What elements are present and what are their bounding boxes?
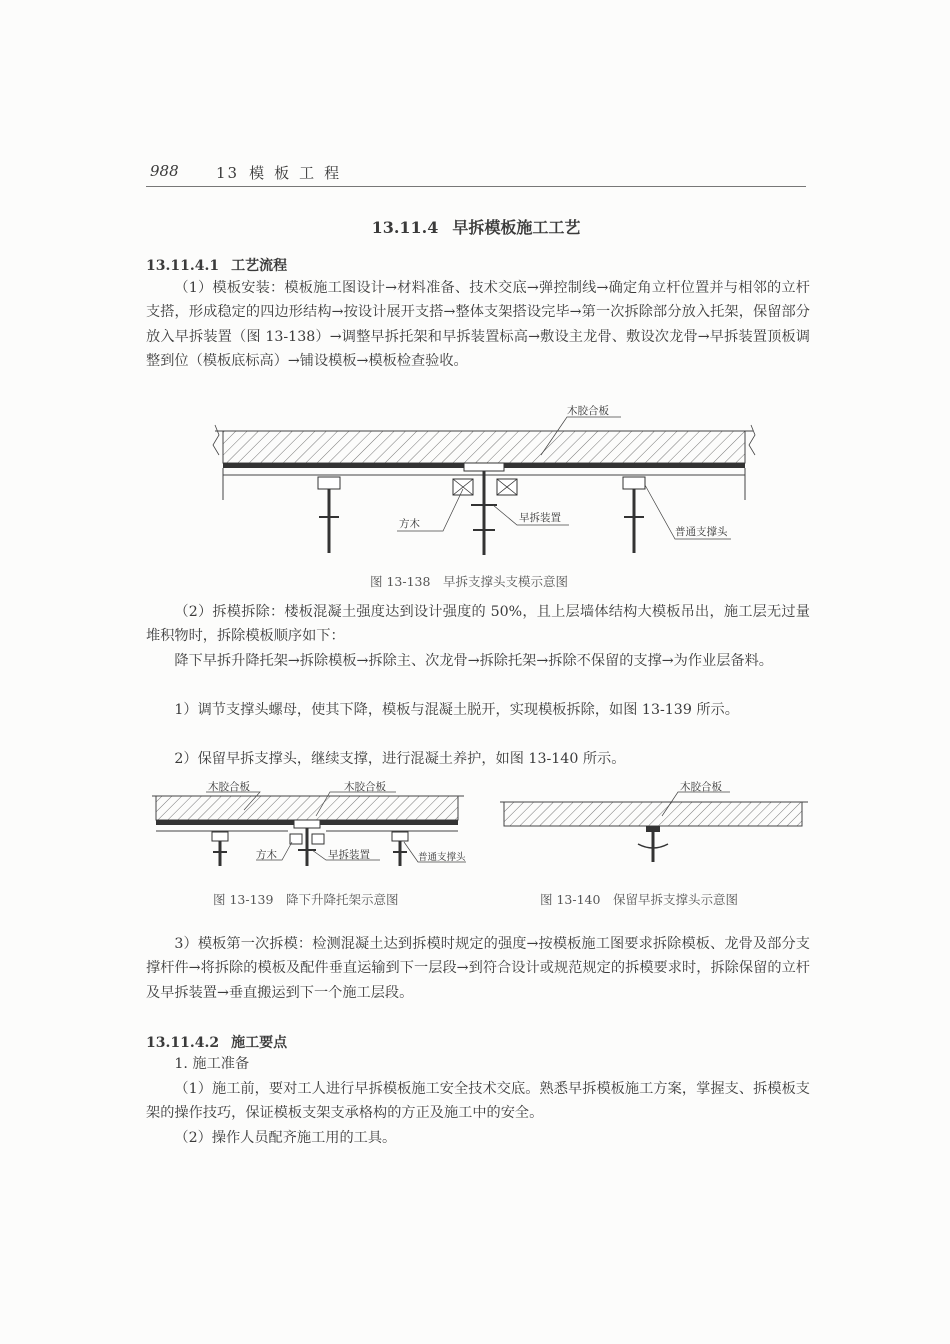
label-timber: 方木 bbox=[256, 849, 277, 861]
paragraph-formwork-removal: （2）拆模拆除：楼板混凝土强度达到设计强度的 50%，且上层墙体结构大模板吊出，施工层无过量堆积物时，拆除模板顺序如下： bbox=[146, 604, 810, 645]
chapter-heading bbox=[216, 162, 349, 183]
subsection-heading-2 bbox=[146, 1032, 287, 1052]
early-strip-device bbox=[453, 463, 517, 555]
figure-13-139-caption: 图 13-139 降下升降托架示意图 bbox=[213, 892, 399, 907]
plywood-left bbox=[156, 820, 294, 825]
paragraph-prep-heading: 1. 施工准备 bbox=[174, 1056, 250, 1072]
support-right bbox=[623, 477, 645, 553]
subsection-heading-1 bbox=[146, 255, 287, 275]
section-title-text: 早拆模板施工工艺 bbox=[452, 218, 581, 237]
label-plywood-1: 木胶合板 bbox=[208, 781, 250, 793]
subsection-number: 13.11.4.1 bbox=[146, 258, 220, 274]
label-device: 早拆装置 bbox=[519, 512, 561, 524]
page-header bbox=[146, 160, 806, 187]
early-strip-head bbox=[646, 826, 660, 832]
chapter-number: 13 bbox=[216, 164, 240, 182]
figure-13-138-caption: 图 13-138 早拆支撑头支模示意图 bbox=[370, 574, 568, 589]
subsection-title: 工艺流程 bbox=[231, 258, 288, 274]
support-left bbox=[318, 477, 340, 553]
label-plywood: 木胶合板 bbox=[680, 781, 722, 793]
plywood-right bbox=[320, 820, 458, 825]
figure-13-140-caption: 图 13-140 保留早拆支撑头示意图 bbox=[540, 892, 738, 907]
concrete-slab bbox=[156, 796, 458, 820]
paragraph-prep-2: （2）操作人员配齐施工用的工具。 bbox=[174, 1130, 397, 1146]
label-normal-head: 普通支撑头 bbox=[418, 852, 466, 863]
label-device: 早拆装置 bbox=[328, 849, 370, 861]
section-number: 13.11.4 bbox=[371, 218, 439, 237]
section-title bbox=[146, 215, 806, 238]
concrete-slab bbox=[223, 431, 745, 463]
early-strip-plate bbox=[294, 820, 320, 828]
paragraph-removal-sequence: 降下早拆升降托架→拆除模板→拆除主、次龙骨→拆除托架→拆除不保留的支撑→为作业层备料。 bbox=[174, 653, 773, 669]
chapter-title: 模板工程 bbox=[249, 164, 350, 182]
label-timber: 方木 bbox=[399, 518, 420, 530]
paragraph-step-2: 2）保留早拆支撑头，继续支撑，进行混凝土养护，如图 13-140 所示。 bbox=[174, 751, 626, 767]
paragraph-step-3: 3）模板第一次拆模：检测混凝土达到拆模时规定的强度→按模板施工图要求拆除模板、龙骨及部分支撑杆件→将拆除的模板及配件垂直运输到下一层段→到符合设计或规范规定的拆模要求时，拆除保留的立杆及早拆装置→垂直搬运到下一个施工层段。 bbox=[146, 936, 810, 1001]
paragraph-formwork-install: （1）模板安装：模板施工图设计→材料准备、技术交底→弹控制线→确定角立杆位置并与相邻的立杆支搭，形成稳定的四边形结构→按设计展开支搭→整体支架搭设完毕→第一次拆除部分放入托架，保留部分放入早拆装置（图 13-138）→调整早拆托架和早拆装置标高→敷设主龙骨、敷设次龙骨→早拆装置顶板调整到位（模板底标高）→铺设模板→模板检查验收。 bbox=[146, 280, 810, 369]
page-number: 988 bbox=[150, 162, 179, 180]
subsection-title: 施工要点 bbox=[231, 1035, 288, 1051]
subsection-number: 13.11.4.2 bbox=[146, 1035, 220, 1051]
label-normal-head: 普通支撑头 bbox=[675, 526, 728, 538]
figure-13-138-diagram bbox=[205, 405, 765, 570]
label-plywood: 木胶合板 bbox=[567, 405, 609, 417]
figure-13-139-diagram bbox=[148, 780, 468, 872]
figure-13-140-diagram bbox=[496, 780, 812, 872]
concrete-slab bbox=[504, 802, 802, 826]
paragraph-prep-1: （1）施工前，要对工人进行早拆模板施工安全技术交底。熟悉早拆模板施工方案，掌握支、拆模板支架的操作技巧，保证模板支架支承格构的方正及施工中的安全。 bbox=[146, 1081, 810, 1122]
label-plywood-2: 木胶合板 bbox=[344, 781, 386, 793]
paragraph-step-1: 1）调节支撑头螺母，使其下降，模板与混凝土脱开，实现模板拆除，如图 13-139 所示。 bbox=[174, 702, 739, 718]
